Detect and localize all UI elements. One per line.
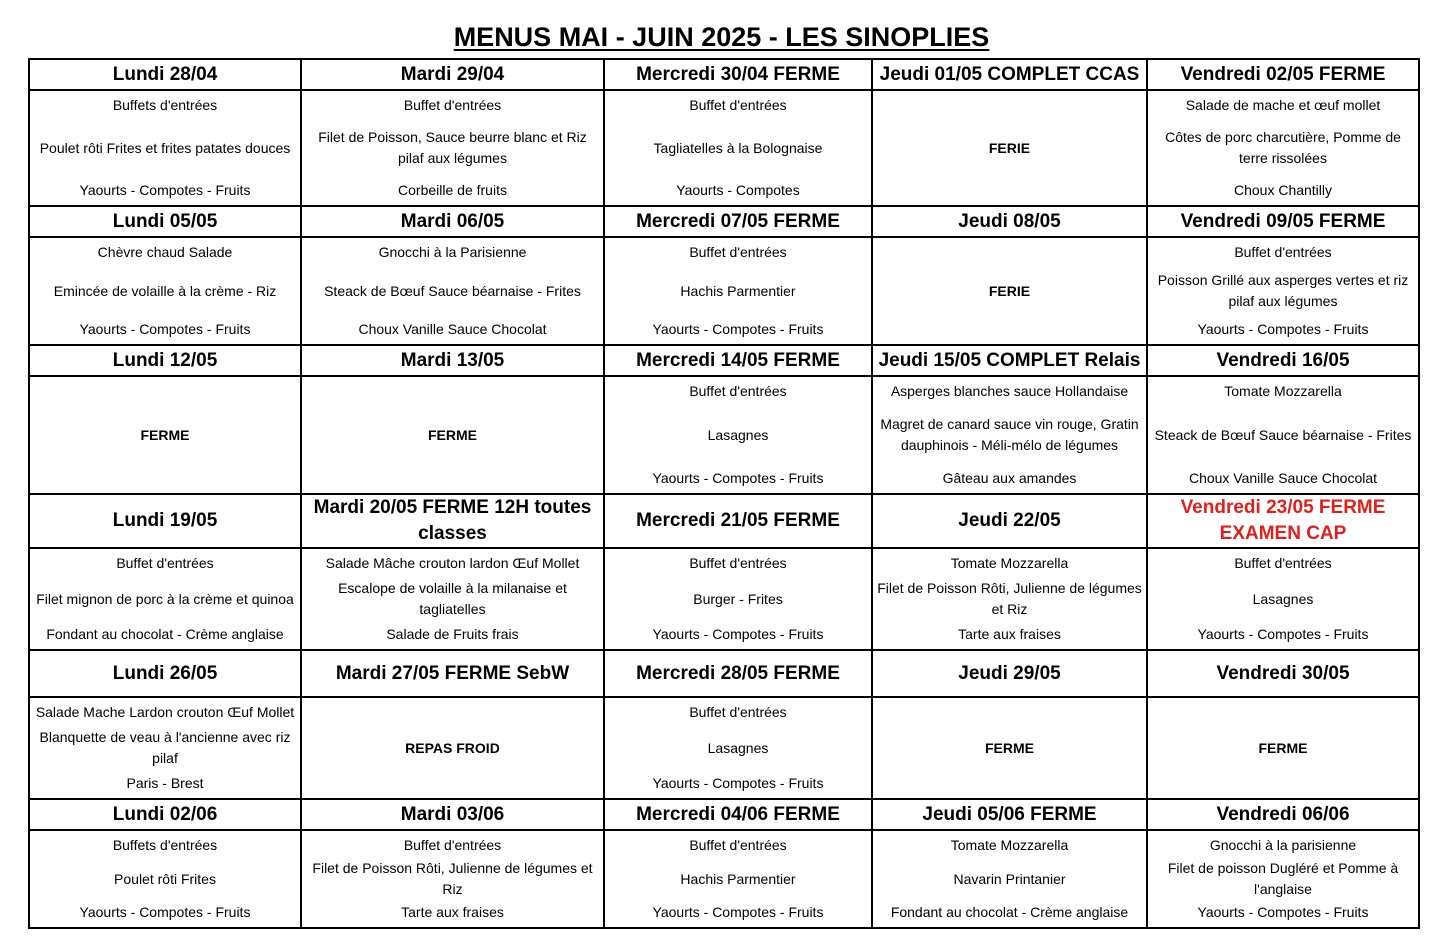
menu-cell — [604, 376, 872, 494]
menu-cell — [29, 90, 301, 206]
day-header-row — [29, 650, 1419, 697]
day-header: Vendredi 23/05 FERME EXAMEN CAP — [1147, 494, 1419, 548]
day-header: Mercredi 21/05 FERME — [604, 494, 872, 548]
menu-dessert: Fondant au chocolat - Crème anglaise — [890, 904, 1129, 920]
menu-dessert: Yaourts - Compotes - Fruits — [652, 321, 824, 337]
menu-cell — [872, 830, 1147, 928]
day-header: Lundi 26/05 — [29, 650, 301, 697]
day-header: Mardi 27/05 FERME SebW — [301, 650, 604, 697]
menu-main: Escalope de volaille à la milanaise et tagliatelles — [338, 580, 567, 617]
menu-main: Poulet rôti Frites et frites patates douces — [39, 139, 291, 156]
menu-cell — [301, 830, 604, 928]
day-header: Jeudi 01/05 COMPLET CCAS — [872, 59, 1147, 90]
menu-cell — [29, 830, 301, 928]
day-header: Mercredi 14/05 FERME — [604, 345, 872, 376]
menu-dessert: Choux Vanille Sauce Chocolat — [358, 321, 547, 337]
day-header: Mardi 06/05 — [301, 206, 604, 237]
menu-main: Steack de Bœuf Sauce béarnaise - Frites — [324, 282, 581, 299]
menu-starter: Buffet d'entrées — [689, 244, 787, 260]
day-header: Mardi 13/05 — [301, 345, 604, 376]
menu-cell — [1147, 548, 1419, 650]
menu-main: Hachis Parmentier — [680, 282, 796, 299]
day-header-row — [29, 345, 1419, 376]
menu-cell — [604, 90, 872, 206]
day-header-row — [29, 59, 1419, 90]
menu-row — [29, 830, 1419, 928]
menu-starter: Gnocchi à la parisienne — [1209, 837, 1357, 853]
menu-starter: Buffet d'entrées — [403, 97, 502, 113]
menu-dessert: Tarte aux fraises — [958, 626, 1061, 642]
menu-main: Blanquette de veau à l'ancienne avec riz pilaf — [39, 729, 291, 766]
menu-main: Tagliatelles à la Bolognaise — [653, 139, 823, 156]
menu-cell — [872, 697, 1147, 799]
day-header: Vendredi 09/05 FERME — [1147, 206, 1419, 237]
menu-status: FERME — [140, 426, 190, 443]
menu-cell — [29, 697, 301, 799]
menu-main: Poulet rôti Frites — [114, 870, 216, 887]
menu-dessert: Tarte aux fraises — [401, 904, 504, 920]
menu-table — [28, 58, 1420, 929]
menu-row — [29, 376, 1419, 494]
menu-starter: Chèvre chaud Salade — [97, 244, 233, 260]
day-header: Mercredi 28/05 FERME — [604, 650, 872, 697]
day-header-row — [29, 799, 1419, 830]
day-header: Mardi 03/06 — [301, 799, 604, 830]
menu-main: Filet de Poisson, Sauce beurre blanc et Riz pilaf aux légumes — [318, 129, 587, 166]
menu-dessert: Yaourts - Compotes — [676, 182, 800, 198]
menu-main: Filet de Poisson Rôti, Julienne de légumes et Riz — [877, 580, 1142, 617]
menu-dessert: Yaourts - Compotes - Fruits — [652, 904, 824, 920]
day-header: Mercredi 04/06 FERME — [604, 799, 872, 830]
menu-main: Steack de Bœuf Sauce béarnaise - Frites — [1154, 426, 1412, 443]
menu-cell — [872, 376, 1147, 494]
day-header-row — [29, 206, 1419, 237]
menu-starter: Tomate Mozzarella — [950, 555, 1069, 571]
menu-dessert: Paris - Brest — [126, 775, 204, 791]
menu-dessert: Fondant au chocolat - Crème anglaise — [46, 626, 284, 642]
menu-status: FERME — [428, 426, 477, 443]
menu-cell — [604, 548, 872, 650]
menu-starter: Buffet d'entrées — [116, 555, 214, 571]
menu-main: Hachis Parmentier — [680, 870, 796, 887]
menu-starter: Salade Mâche crouton lardon Œuf Mollet — [325, 555, 580, 571]
menu-starter: Salade de mache et œuf mollet — [1185, 97, 1381, 113]
day-header: Jeudi 22/05 — [872, 494, 1147, 548]
menu-starter: Tomate Mozzarella — [950, 837, 1069, 853]
menu-cell — [1147, 376, 1419, 494]
day-header: Mardi 20/05 FERME 12H toutes classes — [301, 494, 604, 548]
menu-status: REPAS FROID — [405, 739, 500, 756]
day-header: Mardi 29/04 — [301, 59, 604, 90]
menu-cell — [604, 830, 872, 928]
menu-cell — [29, 548, 301, 650]
menu-row — [29, 697, 1419, 799]
day-header: Mercredi 30/04 FERME — [604, 59, 872, 90]
menu-cell — [301, 90, 604, 206]
day-header-row — [29, 494, 1419, 548]
menu-cell — [301, 376, 604, 494]
menu-starter: Gnocchi à la Parisienne — [378, 244, 527, 260]
menu-starter: Salade Mache Lardon crouton Œuf Mollet — [35, 704, 295, 720]
menu-dessert: Salade de Fruits frais — [386, 626, 519, 642]
menu-main: Lasagnes — [1252, 590, 1314, 607]
menu-starter: Tomate Mozzarella — [1224, 383, 1342, 399]
menu-cell — [1147, 697, 1419, 799]
menu-starter: Buffet d'entrées — [1234, 555, 1332, 571]
day-header: Jeudi 05/06 FERME — [872, 799, 1147, 830]
menu-starter: Buffets d'entrées — [112, 97, 218, 113]
menu-dessert: Yaourts - Compotes - Fruits — [1197, 321, 1369, 337]
day-header: Lundi 12/05 — [29, 345, 301, 376]
menu-starter: Buffet d'entrées — [403, 837, 502, 853]
menu-dessert: Yaourts - Compotes - Fruits — [652, 775, 824, 791]
menu-main: Côtes de porc charcutière, Pomme de terre rissolées — [1165, 129, 1401, 166]
menu-starter: Buffet d'entrées — [689, 704, 787, 720]
menu-starter: Buffet d'entrées — [689, 97, 787, 113]
menu-cell — [1147, 830, 1419, 928]
menu-cell — [29, 237, 301, 345]
menu-main: Filet de poisson Dugléré et Pomme à l'anglaise — [1167, 860, 1399, 897]
menu-dessert: Choux Vanille Sauce Chocolat — [1188, 470, 1378, 486]
menu-starter: Buffets d'entrées — [112, 837, 218, 853]
menu-dessert: Yaourts - Compotes - Fruits — [79, 182, 251, 198]
menu-starter: Buffet d'entrées — [1234, 244, 1332, 260]
menu-row — [29, 237, 1419, 345]
menu-cell — [872, 237, 1147, 345]
day-header: Vendredi 02/05 FERME — [1147, 59, 1419, 90]
menu-cell — [1147, 237, 1419, 345]
day-header: Jeudi 08/05 — [872, 206, 1147, 237]
day-header: Vendredi 30/05 — [1147, 650, 1419, 697]
day-header: Lundi 05/05 — [29, 206, 301, 237]
menu-cell — [872, 90, 1147, 206]
menu-cell — [29, 376, 301, 494]
menu-starter: Asperges blanches sauce Hollandaise — [890, 383, 1129, 399]
day-header: Lundi 28/04 — [29, 59, 301, 90]
menu-status: FERME — [1258, 739, 1308, 756]
menu-row — [29, 90, 1419, 206]
menu-dessert: Choux Chantilly — [1233, 182, 1333, 198]
day-header: Lundi 19/05 — [29, 494, 301, 548]
page-title: MENUS MAI - JUIN 2025 - LES SINOPLIES — [453, 22, 990, 52]
day-header: Jeudi 15/05 COMPLET Relais — [872, 345, 1147, 376]
menu-dessert: Yaourts - Compotes - Fruits — [79, 321, 251, 337]
menu-dessert: Yaourts - Compotes - Fruits — [79, 904, 251, 920]
menu-dessert: Corbeille de fruits — [398, 182, 507, 198]
menu-cell — [604, 697, 872, 799]
menu-main: Filet de Poisson Rôti, Julienne de légumes et Riz — [312, 860, 593, 897]
menu-cell — [1147, 90, 1419, 206]
day-header: Mercredi 07/05 FERME — [604, 206, 872, 237]
menu-cell — [301, 548, 604, 650]
menu-starter: Buffet d'entrées — [689, 555, 787, 571]
menu-cell — [301, 697, 604, 799]
menu-starter: Buffet d'entrées — [689, 837, 787, 853]
day-header: Vendredi 06/06 — [1147, 799, 1419, 830]
menu-dessert: Yaourts - Compotes - Fruits — [652, 470, 824, 486]
menu-dessert: Gâteau aux amandes — [942, 470, 1077, 486]
menu-main: Poisson Grillé aux asperges vertes et riz pilaf aux légumes — [1157, 272, 1409, 309]
menu-dessert: Yaourts - Compotes - Fruits — [1197, 626, 1369, 642]
day-header: Vendredi 16/05 — [1147, 345, 1419, 376]
menu-main: Filet mignon de porc à la crème et quinoa — [36, 590, 294, 607]
menu-main: Lasagnes — [707, 739, 769, 756]
menu-cell — [604, 237, 872, 345]
menu-starter: Buffet d'entrées — [689, 383, 787, 399]
menu-status: FERIE — [988, 282, 1031, 299]
menu-cell — [872, 548, 1147, 650]
menu-status: FERME — [985, 739, 1034, 756]
menu-main: Lasagnes — [707, 426, 769, 443]
menu-cell — [301, 237, 604, 345]
menu-main: Burger - Frites — [693, 590, 783, 607]
menu-row — [29, 548, 1419, 650]
menu-dessert: Yaourts - Compotes - Fruits — [652, 626, 824, 642]
menu-main: Emincée de volaille à la crème - Riz — [53, 282, 277, 299]
menu-main: Magret de canard sauce vin rouge, Gratin dauphinois - Méli-mélo de légumes — [880, 416, 1139, 453]
day-header: Jeudi 29/05 — [872, 650, 1147, 697]
day-header: Lundi 02/06 — [29, 799, 301, 830]
menu-status: FERIE — [988, 139, 1031, 156]
menu-dessert: Yaourts - Compotes - Fruits — [1197, 904, 1369, 920]
menu-main: Navarin Printanier — [953, 870, 1066, 887]
